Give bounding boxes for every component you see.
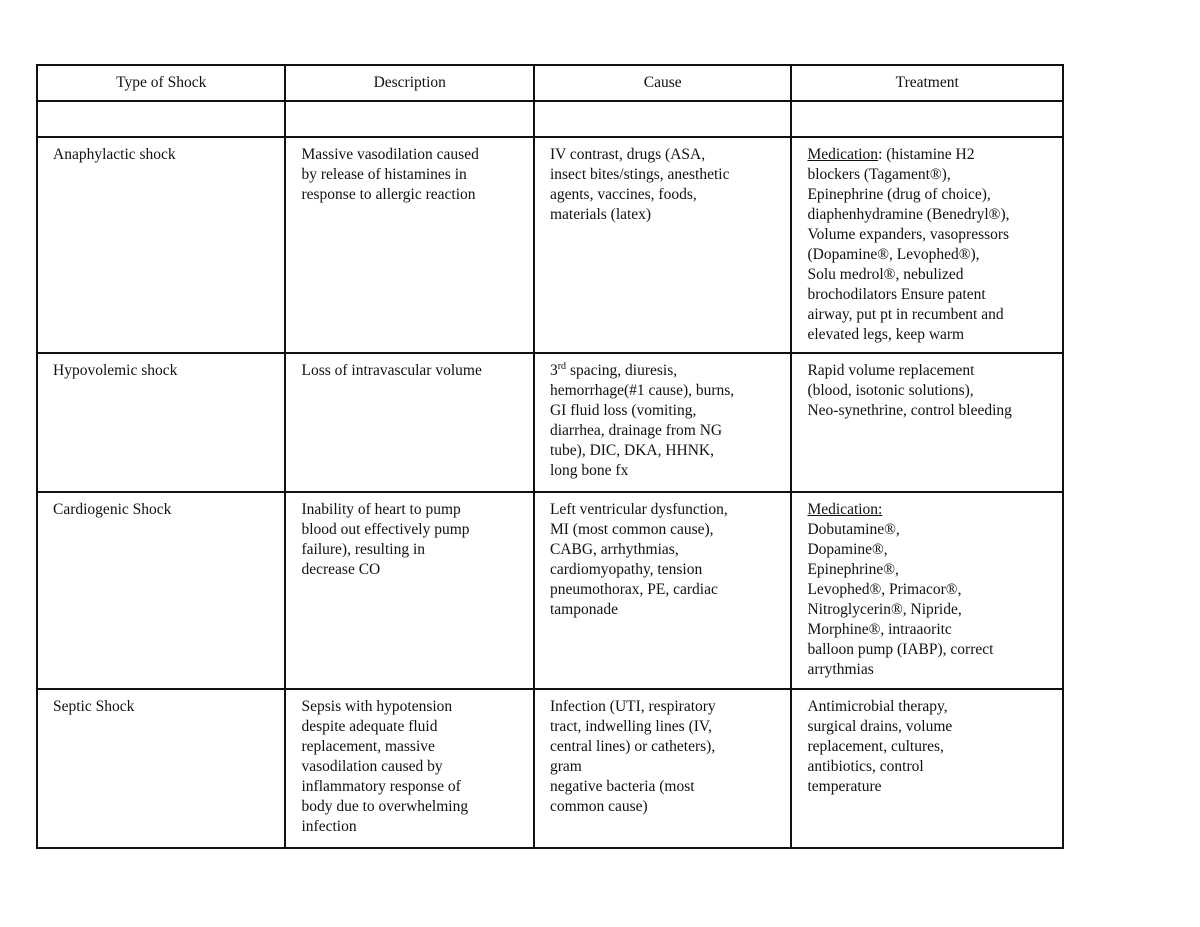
treatment-cell: [791, 353, 1063, 492]
treatment-line: (blood, isotonic solutions),: [807, 382, 974, 399]
header-type-of-shock: Type of Shock: [37, 65, 285, 101]
medication-label: Medication: [807, 146, 879, 163]
cause-line: Left ventricular dysfunction,: [549, 501, 728, 518]
cause-line: [550, 361, 783, 381]
description-cell: [285, 137, 533, 353]
cause-line: tract, indwelling lines (IV,: [549, 718, 712, 735]
treatment-line: [807, 145, 1054, 165]
cause-line: MI (most common cause),: [549, 521, 714, 538]
treatment-line: Rapid volume replacement: [807, 362, 975, 379]
table-row: [37, 689, 1063, 848]
treatment-line-text: : (histamine H2: [878, 146, 975, 163]
treatment-line: Morphine®, intraaoritc: [807, 621, 952, 638]
treatment-line: Dopamine®,: [807, 541, 888, 558]
treatment-line: Neo-synethrine, control bleeding: [807, 402, 1012, 419]
treatment-line: Solu medrol®, nebulized: [807, 266, 964, 283]
description-line: decrease CO: [301, 561, 381, 578]
cause-line: tamponade: [549, 601, 618, 618]
cause-cell: [534, 492, 792, 689]
ordinal-number: 3: [549, 362, 558, 379]
cause-line: GI fluid loss (vomiting,: [549, 402, 697, 419]
cause-line: materials (latex): [549, 206, 652, 223]
description-line: infection: [301, 818, 357, 835]
cause-line: gram: [549, 758, 582, 775]
treatment-line: temperature: [807, 778, 882, 795]
description-line: Loss of intravascular volume: [301, 362, 482, 379]
cause-cell: [534, 137, 792, 353]
treatment-line: blockers (Tagament®),: [807, 166, 951, 183]
treatment-line: surgical drains, volume: [807, 718, 953, 735]
description-line: vasodilation caused by: [301, 758, 443, 775]
cause-line: long bone fx: [549, 462, 629, 479]
description-line: inflammatory response of: [301, 778, 461, 795]
description-line: blood out effectively pump: [301, 521, 470, 538]
table-row: [37, 492, 1063, 689]
shock-type-cell: [37, 353, 285, 492]
cause-line: common cause): [549, 798, 648, 815]
cause-line: tube), DIC, DKA, HHNK,: [549, 442, 714, 459]
table-header-row: [37, 65, 1063, 101]
cause-cell: [534, 689, 792, 848]
ordinal-suffix: rd: [557, 360, 567, 372]
description-line: Inability of heart to pump: [301, 501, 461, 518]
treatment-line: arrythmias: [807, 661, 874, 678]
description-line: replacement, massive: [301, 738, 435, 755]
treatment-line: Dobutamine®,: [807, 521, 900, 538]
description-cell: [285, 353, 533, 492]
cause-line: central lines) or catheters),: [549, 738, 716, 755]
treatment-line: diaphenhydramine (Benedryl®),: [807, 206, 1010, 223]
cause-cell: [534, 353, 792, 492]
header-cause: Cause: [534, 65, 792, 101]
cause-line: insect bites/stings, anesthetic: [549, 166, 730, 183]
description-line: by release of histamines in: [301, 166, 467, 183]
treatment-line: balloon pump (IABP), correct: [807, 641, 994, 658]
header-description: Description: [285, 65, 533, 101]
description-line: despite adequate fluid: [301, 718, 438, 735]
shock-type-cell: [37, 137, 285, 353]
shock-types-table: [36, 64, 1064, 849]
treatment-cell: [791, 689, 1063, 848]
description-line: Sepsis with hypotension: [301, 698, 453, 715]
shock-type: Cardiogenic Shock: [53, 501, 172, 518]
cause-line: Infection (UTI, respiratory: [549, 698, 716, 715]
empty-cell: [37, 101, 285, 137]
cause-line: negative bacteria (most: [549, 778, 695, 795]
shock-type-cell: [37, 492, 285, 689]
medication-label: Medication:: [807, 501, 883, 518]
cause-line-text: spacing, diuresis,: [566, 362, 678, 379]
description-line: Massive vasodilation caused: [301, 146, 479, 163]
empty-cell: [285, 101, 533, 137]
cause-line: IV contrast, drugs (ASA,: [549, 146, 706, 163]
treatment-cell: [791, 137, 1063, 353]
description-line: body due to overwhelming: [301, 798, 469, 815]
treatment-line: antibiotics, control: [807, 758, 924, 775]
treatment-line: Nitroglycerin®, Nipride,: [807, 601, 962, 618]
treatment-line: brochodilators Ensure patent: [807, 286, 986, 303]
header-treatment: Treatment: [791, 65, 1063, 101]
treatment-line: Epinephrine®,: [807, 561, 899, 578]
description-line: response to allergic reaction: [301, 186, 476, 203]
description-cell: [285, 492, 533, 689]
treatment-line: Levophed®, Primacor®,: [807, 581, 962, 598]
shock-type-cell: [37, 689, 285, 848]
shock-type: Septic Shock: [53, 698, 135, 715]
treatment-line: Volume expanders, vasopressors: [807, 226, 1010, 243]
cause-line: pneumothorax, PE, cardiac: [549, 581, 718, 598]
shock-type: Anaphylactic shock: [53, 146, 176, 163]
empty-row: [37, 101, 1063, 137]
shock-type: Hypovolemic shock: [53, 362, 178, 379]
treatment-line: replacement, cultures,: [807, 738, 944, 755]
treatment-line: (Dopamine®, Levophed®),: [807, 246, 980, 263]
table-row: [37, 353, 1063, 492]
cause-line: CABG, arrhythmias,: [549, 541, 679, 558]
cause-line: hemorrhage(#1 cause), burns,: [549, 382, 735, 399]
treatment-line: airway, put pt in recumbent and: [807, 306, 1004, 323]
cause-line: diarrhea, drainage from NG: [549, 422, 723, 439]
treatment-cell: [791, 492, 1063, 689]
treatment-line: Epinephrine (drug of choice),: [807, 186, 991, 203]
description-line: failure), resulting in: [301, 541, 426, 558]
empty-cell: [534, 101, 792, 137]
treatment-line: Antimicrobial therapy,: [807, 698, 948, 715]
cause-line: agents, vaccines, foods,: [549, 186, 697, 203]
cause-line: cardiomyopathy, tension: [549, 561, 703, 578]
table-row: [37, 137, 1063, 353]
treatment-line: elevated legs, keep warm: [807, 326, 965, 343]
empty-cell: [791, 101, 1063, 137]
description-cell: [285, 689, 533, 848]
